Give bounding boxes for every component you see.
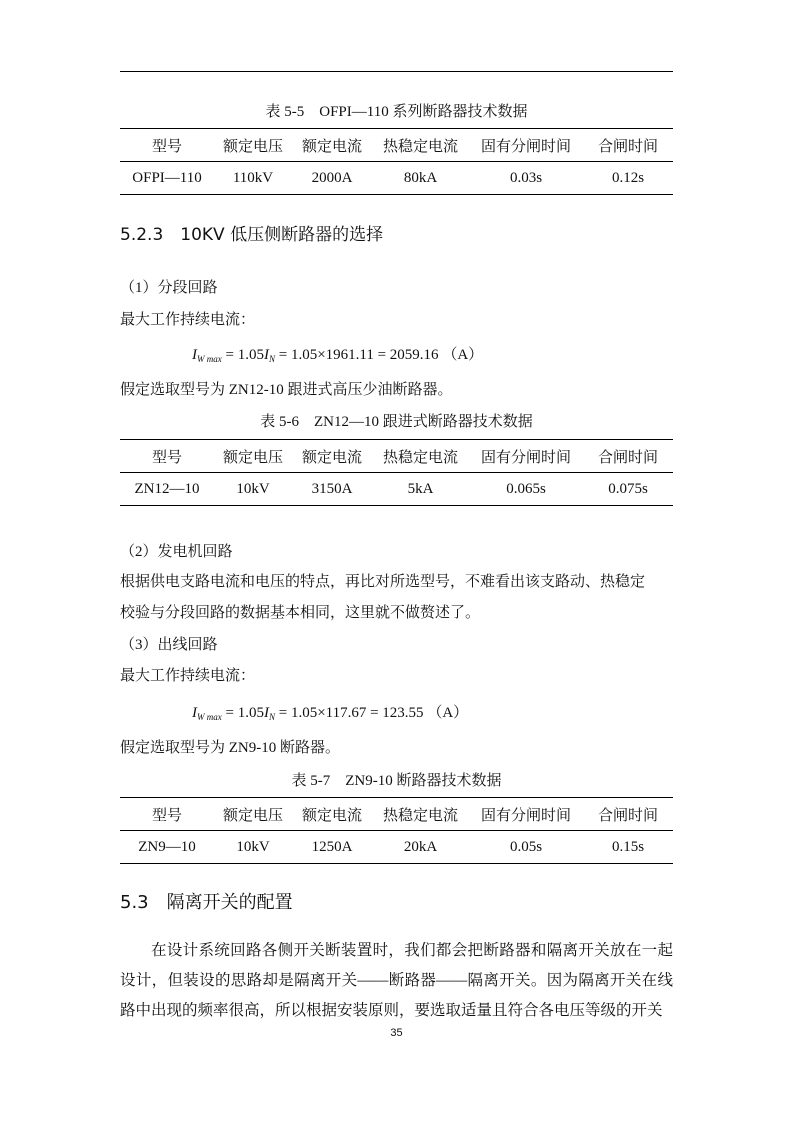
header-cell: 合闸时间 — [597, 807, 658, 824]
table-cell: 1250A — [311, 838, 353, 855]
header-cell: 合闸时间 — [597, 449, 658, 466]
formula-1 — [192, 345, 483, 369]
max-current-label: 最大工作持续电流： — [120, 312, 256, 328]
formula-text: = 1.05 — [225, 705, 264, 721]
table-cell: 3150A — [311, 480, 353, 497]
header-rule — [120, 71, 673, 72]
item-2-label: （2）发电机回路 — [120, 544, 233, 560]
table-5-5 — [120, 128, 673, 195]
formula-subscript: N — [268, 354, 275, 364]
table-5-7 — [120, 797, 673, 864]
table-cell: 2000A — [311, 169, 353, 186]
table-cell: 10kV — [236, 838, 270, 855]
formula-text: = 1.05 — [225, 347, 264, 363]
table-row — [120, 162, 673, 195]
table-cell: 0.15s — [611, 838, 645, 855]
header-cell: 热稳定电流 — [382, 449, 458, 466]
table-row — [120, 473, 673, 506]
table-cell: ZN12—10 — [134, 480, 200, 497]
section-heading-5-3: 5.3 隔离开关的配置 — [120, 892, 293, 913]
table-5-5-caption: 表 5-5 OFPI—110 系列断路器技术数据 — [265, 104, 528, 120]
table-header-row — [120, 798, 673, 831]
header-cell: 固有分闸时间 — [480, 138, 571, 155]
table-cell: OFPI—110 — [132, 169, 202, 186]
formula-unit: （A） — [442, 347, 484, 363]
table-cell: 20kA — [403, 838, 438, 855]
table-5-7-caption: 表 5-7 ZN9-10 断路器技术数据 — [291, 773, 502, 789]
header-cell: 固有分闸时间 — [480, 449, 571, 466]
table-cell: 80kA — [403, 169, 438, 186]
formula-text: = 1.05×117.67 = 123.55 — [278, 705, 424, 721]
header-cell: 型号 — [151, 138, 182, 155]
table-cell: 0.03s — [509, 169, 543, 186]
table-cell: ZN9—10 — [138, 838, 196, 855]
header-cell: 型号 — [151, 449, 182, 466]
table-5-6-caption: 表 5-6 ZN12—10 跟进式断路器技术数据 — [260, 414, 533, 430]
formula-subscript: W max — [197, 712, 222, 722]
header-cell: 额定电流 — [301, 449, 362, 466]
section-5-3-paragraph: 在设计系统回路各侧开关断装置时，我们都会把断路器和隔离开关放在一起设计，但装设的思路却是隔离开关——断路器——隔离开关。因为隔离开关在线路中出现的频率很高，所以根据安装原则，要选取适量且符合各电压等级的开关 — [120, 942, 673, 1019]
max-current-label: 最大工作持续电流： — [120, 668, 256, 684]
table-cell: 10kV — [236, 480, 270, 497]
table-cell: 110kV — [232, 169, 274, 186]
formula-symbol: I — [263, 705, 269, 721]
table-cell: 0.075s — [608, 480, 648, 497]
header-cell: 热稳定电流 — [382, 138, 458, 155]
table-5-6 — [120, 439, 673, 506]
header-cell: 额定电压 — [222, 449, 283, 466]
generator-text-line-2: 校验与分段回路的数据基本相同，这里就不做赘述了。 — [120, 605, 481, 621]
header-cell: 合闸时间 — [597, 138, 658, 155]
formula-symbol: I — [192, 347, 197, 363]
generator-text-line-1: 根据供电支路电流和电压的特点，再比对所选型号，不难看出该支路动、热稳定 — [120, 574, 646, 590]
header-cell: 额定电压 — [222, 138, 283, 155]
header-cell: 型号 — [151, 807, 182, 824]
section-heading-5-2-3: 5.2.3 10KV 低压侧断路器的选择 — [120, 225, 384, 245]
formula-symbol: I — [263, 347, 269, 363]
table-header-row — [120, 129, 673, 162]
header-cell: 额定电压 — [222, 807, 283, 824]
formula-symbol: I — [192, 705, 197, 721]
table-cell: 5kA — [407, 480, 434, 497]
formula-subscript: W max — [197, 354, 222, 364]
header-cell: 额定电流 — [301, 807, 362, 824]
header-cell: 额定电流 — [301, 138, 362, 155]
item-1-label: （1）分段回路 — [120, 280, 218, 296]
table-cell: 0.065s — [506, 480, 546, 497]
table-cell: 0.05s — [509, 838, 543, 855]
table-header-row — [120, 440, 673, 473]
table-cell: 0.12s — [611, 169, 645, 186]
assumption-2: 假定选取型号为 ZN9-10 断路器。 — [120, 740, 340, 756]
assumption-1: 假定选取型号为 ZN12-10 跟进式高压少油断路器。 — [120, 382, 453, 398]
header-cell: 热稳定电流 — [382, 807, 458, 824]
item-3-label: （3）出线回路 — [120, 637, 218, 653]
table-row — [120, 831, 673, 864]
formula-unit: （A） — [427, 705, 469, 721]
formula-2 — [192, 703, 468, 727]
header-cell: 固有分闸时间 — [480, 807, 571, 824]
formula-text: = 1.05×1961.11 = 2059.16 — [278, 347, 439, 363]
page-number: 35 — [390, 1027, 403, 1039]
formula-subscript: N — [268, 712, 275, 722]
